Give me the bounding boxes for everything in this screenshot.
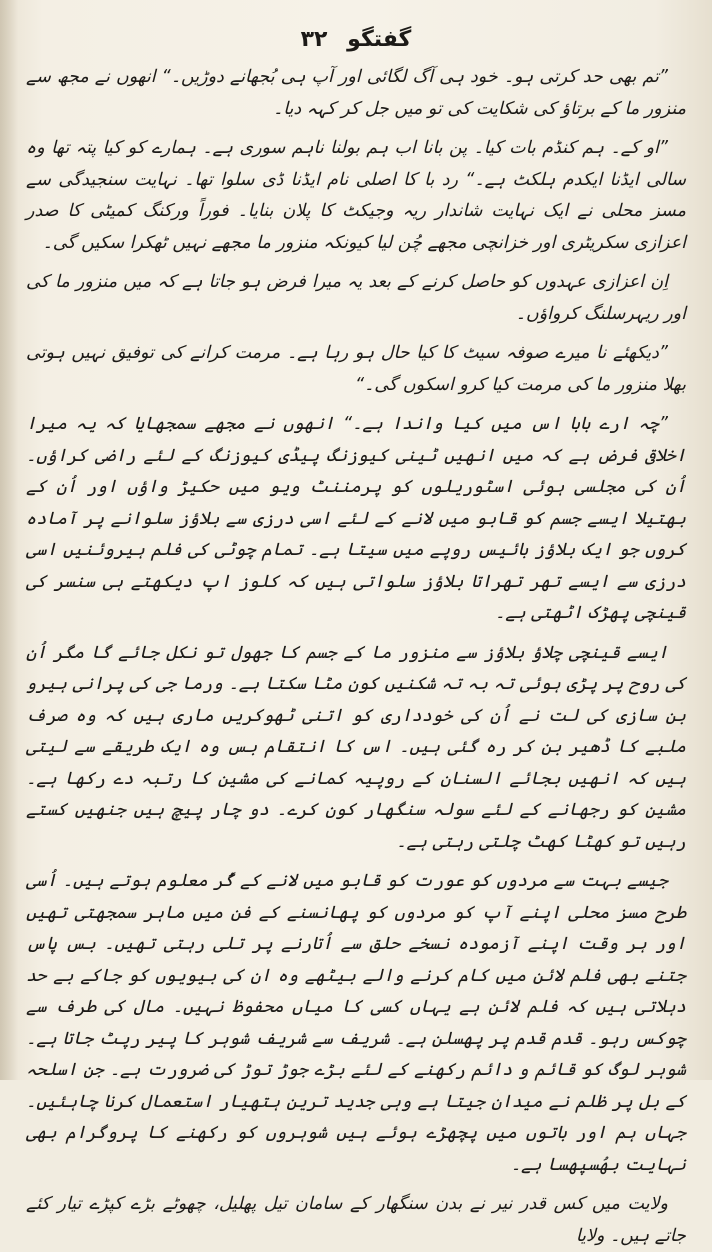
paragraph: ”او کے۔ ہم کنڈم بات کیا۔ پن بانا اب ہم بولنا ناہم سوری ہے۔ ہمارے کو کیا پتہ تھا وہ سالی ایڈنا ایکدم ہلکٹ ہے۔“ رد با کا اصلی نام ایڈنا ڈی سلوا تھا۔ نہایت سنجیدگی سے مسز محلی نے ایک نہایت شاندار ریہ وجیکٹ کا پلان بنایا۔ فوراً ورکنگ کمیٹی کا صدر اعزازی سکریٹری اور خزانچی مجھے چُن لیا کیونکہ منزور ما مجھے نہیں ٹھکرا سکیں گی۔: [26, 138, 686, 253]
page-number: ۳۲: [300, 27, 328, 52]
paragraph: ”دیکھئے نا میرے صوفہ سیٹ کا کیا حال ہو رہا ہے۔ مرمت کرانے کی توفیق نہیں ہوتی بھلا منزور ما کی مرمت کیا کرو اسکوں گی۔“: [26, 343, 686, 395]
paragraph: ولایت میں کس قدر نیر نے بدن سنگھار کے سامان تیل پھلیل، چھوٹے بڑے کپڑے تیار کئے جاتے ہیں۔ ولایا: [26, 1194, 686, 1246]
page-body: [26, 62, 686, 1246]
paragraph: ”چہ ارے بابا اس میں کیا واندا ہے۔“ انھوں نے مجھے سمجھایا کہ یہ میرا اخلاقی فرض ہے کہ میں انھیں ٹینی کیوزنگ پیڈی کیوزنگ کے لئے راضی کراؤں۔ اُن کی مجلسی ہوئی اسٹوریلوں کو پرمننٹ ویو میں حکیڑ واؤں اور اُن کے بھتیلا ایسے جسم کو قابو میں لانے کے لئے اسی درزی سے بلاؤز سلوانے پر آمادہ کروں جو ایک بلاؤز بائیس روپے میں سیتا ہے۔ تمام چوٹی کی فلم ہیروئنیں اسی درزی سے ایسے تھر تھراتا بلاؤز سلواتی ہیں کہ کلوز اپ دیکھتے ہی سنسر کی قینچی پھڑک اٹھتی ہے۔: [26, 414, 686, 623]
paragraph: اِن اعزازی عہدوں کو حاصل کرنے کے بعد یہ میرا فرض ہو جاتا ہے کہ میں منزور ما کی اور ریہرسلنگ کرواؤں۔: [26, 272, 686, 324]
page-header: [0, 20, 712, 60]
paragraph: جیسے بہت سے مردوں کو عورت کو قابو میں لانے کے گُر معلوم ہوتے ہیں۔ اُسی طرح مسز محلی اپنے آپ کو مردوں کو پھانسنے کے فن میں ماہر سمجھتی تھیں اور ہر وقت اپنے آزمودہ نسخے حلق سے اُتارنے پر تلی رہتی تھیں۔ بس پاس جتنے بھی فلم لائن میں کام کرنے والے بیٹھے وہ ان کی بیویوں کو جاکے بے حد دہلاتی ہیں کہ فلم لائن ہے یہاں کسی کا میاں محفوظ نہیں۔ مال کی طرف سے چوکس رہو۔ قدم قدم پر پھسلن ہے۔ شریف سے شریف شوہر کا پیر رپٹ جاتا ہے۔ شوہر لوگ کو قائم و دائم رکھنے کے لئے بڑے جوڑ توڑ کی ضرورت ہے۔ جن اسلحہ کے بل پر ظلم نے میدان جیتا ہے وہی جدید ترین ہتھیار استعمال کرنا چاہئیں۔ جہاں ہم اور باتوں میں پچھڑے ہوئے ہیں شوہروں کو رکھنے کا پروگرام بھی نہایت بھُسپھسا ہے۔: [26, 871, 686, 1175]
page-spine-shadow: [0, 0, 18, 1080]
chapter-title: گفتگو: [347, 27, 412, 52]
paragraph: ایسے قینچی چلاؤ بلاؤز سے منزور ما کے جسم کا جھول تو نکل جائے گا مگر اُن کی روح پر پڑی ہوئی تہ بہ تہ شکنیں کون مٹا سکتا ہے۔ ورما جی کی پرانی ہیرو بن سازی کی لت نے اُن کی خودداری کو اتنی ٹھوکریں ماری ہیں کہ وہ صرف ملبے کا ڈھیر بن کر رہ گئی ہیں۔ اس کا انتقام بس وہ ایک طریقے سے لیتی ہیں کہ انھیں بجائے السنان کے روپیہ کمانے کی مشین کا رتبہ دے رکھا ہے۔ مشین کو رجھانے کے لئے سولہ سنگھار کون کرے۔ دو چار پیچ ہیں جنھیں کستے رہیں تو کھٹا کھٹ چلتی رہتی ہے۔: [26, 642, 686, 852]
paragraph: ”تم بھی حد کرتی ہو۔ خود ہی آگ لگائی اور آپ ہی بُجھانے دوڑیں۔“ انھوں نے مجھ سے منزور ما کے برتاؤ کی شکایت کی تو میں جل کر کہہ دیا۔: [26, 67, 686, 119]
